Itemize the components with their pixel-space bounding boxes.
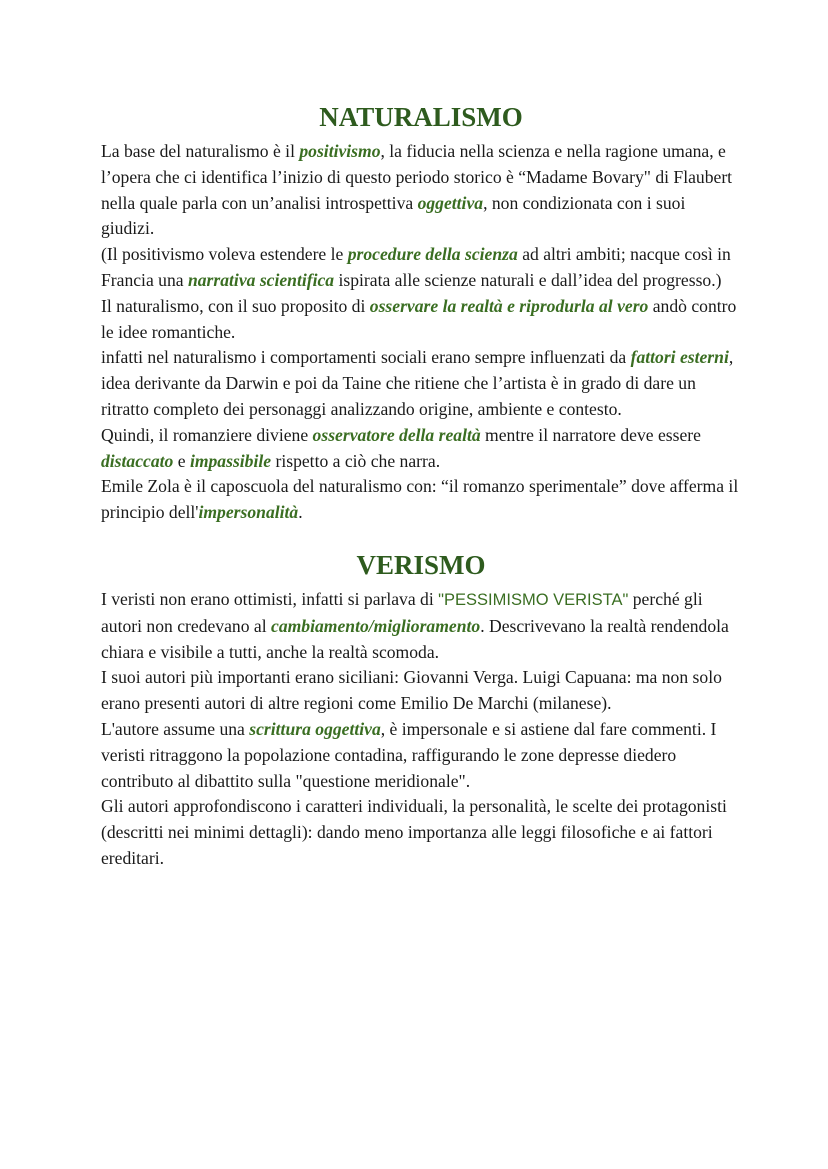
text-run: Emile Zola è il caposcuola del naturalismo con: “il romanzo sperimentale” dove afferma il principio dell'	[101, 476, 739, 523]
paragraph	[101, 587, 741, 665]
text-run: .	[298, 502, 303, 523]
text-run: ad altri ambiti; nacque così in Francia una	[101, 244, 731, 290]
text-run: andò contro le idee romantiche.	[101, 295, 737, 342]
text-run: Il naturalismo, con il suo proposito di	[101, 295, 370, 316]
section-title-verismo: VERISMO	[356, 549, 486, 580]
text-run: infatti nel naturalismo i comportamenti sociali erano sempre influenzati da	[101, 347, 631, 368]
paragraph	[101, 474, 741, 526]
text-run: Gli autori approfondiscono i caratteri individuali, la personalità, le scelte dei protagonisti (descritti nei minimi dettagli): dando meno importanza alle leggi filosofiche e ai fattori ereditari.	[101, 796, 727, 868]
paragraph	[101, 794, 741, 871]
highlighted-term: impassibile	[189, 450, 272, 471]
text-run: , la fiducia nella scienza e nella ragione umana, e l’opera che ci identifica l’inizio di questo periodo storico è “Madame Bovary" di Flaubert nella quale parla con un’analisi introspettiva	[101, 141, 733, 213]
paragraph	[101, 717, 741, 794]
highlighted-term: osservare la realtà e riprodurla al vero	[369, 295, 649, 316]
paragraph	[101, 665, 741, 717]
text-run: Quindi, il romanziere diviene	[101, 424, 313, 445]
paragraph	[101, 345, 741, 422]
highlighted-term: osservatore della realtà	[312, 424, 481, 445]
paragraph	[101, 139, 741, 242]
highlighted-term: fattori esterni	[630, 347, 729, 368]
highlighted-term: scrittura oggettiva	[249, 718, 381, 739]
text-run: rispetto a ciò che narra.	[271, 450, 441, 471]
highlighted-term: positivismo	[299, 141, 381, 161]
text-run: (Il positivismo voleva estendere le	[101, 244, 348, 265]
text-run: . Descrivevano la realtà rendendola chiara e visibile a tutti, anche la realtà scomoda.	[101, 615, 729, 662]
highlighted-term: impersonalità	[198, 502, 299, 523]
green-text: "PESSIMISMO VERISTA"	[438, 590, 629, 609]
text-run: La base del naturalismo è il	[101, 141, 300, 161]
highlighted-term: cambiamento/miglioramento	[271, 615, 481, 636]
highlighted-term: narrativa scientifica	[187, 269, 335, 290]
text-run: I suoi autori più importanti erano siciliani: Giovanni Verga. Luigi Capuana: ma non solo erano presenti autori di altre regioni come Emilio De Marchi (milanese).	[101, 667, 722, 714]
text-run: perché gli autori non credevano al	[101, 588, 703, 636]
text-run: mentre il narratore deve essere	[480, 424, 701, 445]
text-run: L'autore assume una	[101, 718, 250, 739]
text-run: e	[173, 450, 190, 471]
highlighted-term: oggettiva	[417, 192, 484, 213]
paragraph	[101, 242, 741, 294]
highlighted-term: distaccato	[101, 450, 174, 471]
paragraph	[101, 423, 741, 475]
document-page	[101, 100, 741, 872]
text-run: , è impersonale e si astiene dal fare commenti. I veristi ritraggono la popolazione contadina, raffigurando le zone depresse diedero contributo al dibattito sulla "questione meridionale".	[101, 718, 717, 791]
text-run: ispirata alle scienze naturali e dall’idea del progresso.)	[334, 269, 722, 290]
text-run: I veristi non erano ottimisti, infatti si parlava di	[101, 588, 439, 609]
section-title-naturalismo: NATURALISMO	[319, 102, 523, 132]
paragraph	[101, 294, 741, 346]
text-run: , non condizionata con i suoi giudizi.	[101, 192, 686, 239]
highlighted-term: procedure della scienza	[347, 244, 518, 265]
text-run: , idea derivante da Darwin e poi da Taine che ritiene che l’artista è in grado di dare un ritratto completo dei personaggi analizzando origine, ambiente e contesto.	[101, 347, 734, 419]
